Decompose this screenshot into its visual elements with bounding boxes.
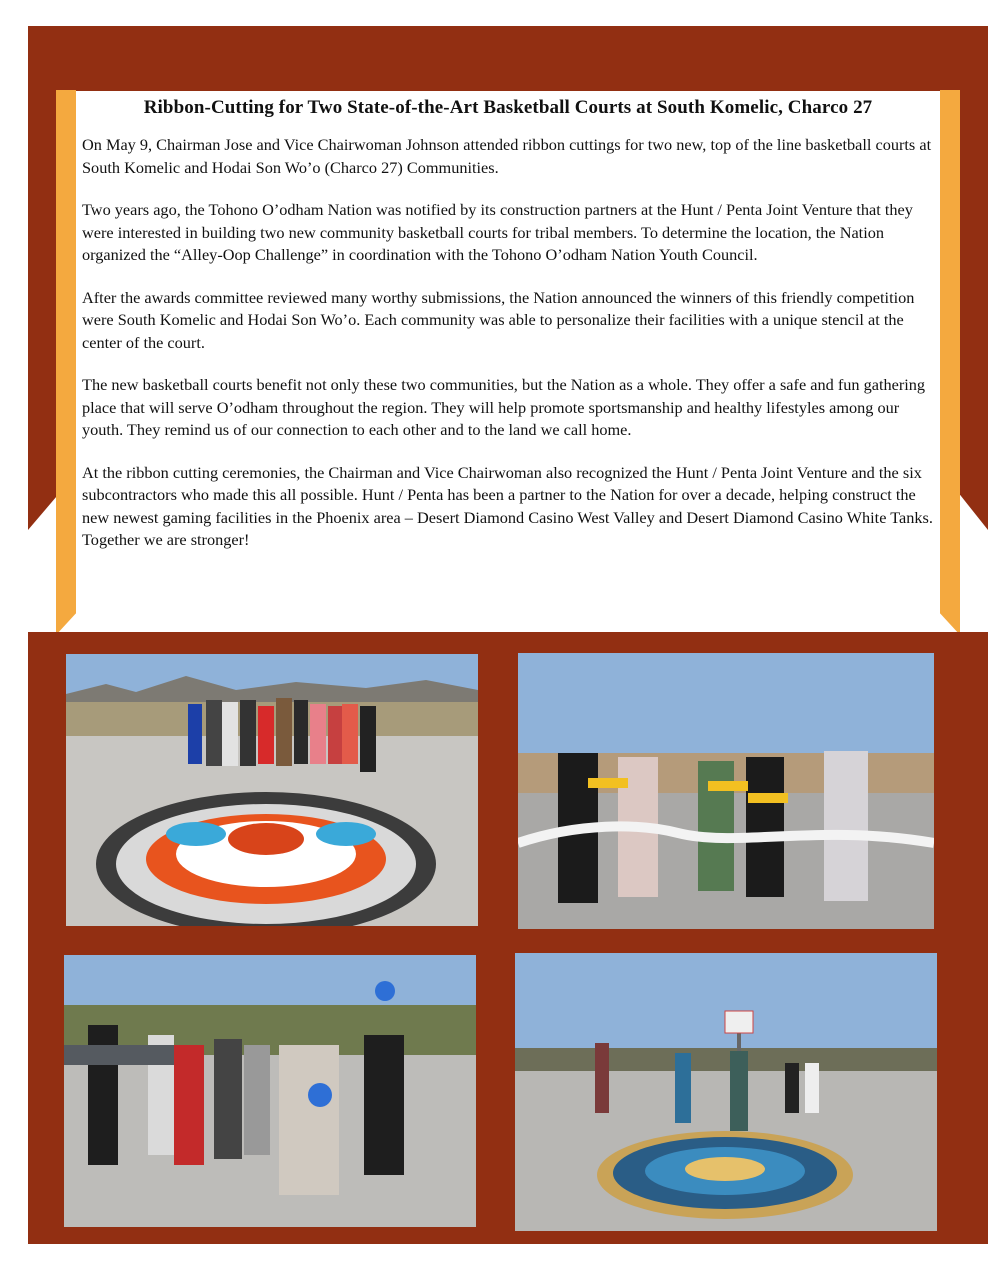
court-logo-photo-image	[515, 953, 937, 1231]
ribbon-left	[56, 90, 76, 635]
top-banner	[28, 26, 988, 91]
article-headline: Ribbon-Cutting for Two State-of-the-Art Basketball Courts at South Komelic, Charco 27	[143, 97, 873, 118]
ribbon-cutting-photo-image	[518, 653, 934, 929]
article-paragraph-1: On May 9, Chairman Jose and Vice Chairwoman Johnson attended ribbon cuttings for two new, top of the line basketball courts at South Komelic and Hodai Son Wo’o (Charco 27) Communities.	[82, 135, 932, 177]
article-paragraph-5: At the ribbon cutting ceremonies, the Chairman and Vice Chairwoman also recognized the Hunt / Penta Joint Venture and the six subcontractors who made this all possible. Hunt / Penta has been a partner to the Nation for over a decade, helping construct the new newest gaming facilities in the Phoenix area – Desert Diamond Casino West Valley and Desert Diamond Casino White Tanks. Together we are stronger!	[82, 462, 933, 549]
article	[82, 96, 934, 572]
banner-fold-right	[960, 90, 988, 530]
ribbon-right	[940, 90, 960, 635]
article-paragraph-4: The new basketball courts benefit not only these two communities, but the Nation as a whole. They offer a safe and fun gathering place that will serve O’odham throughout the region. They will help promote sportsmanship and healthy lifestyles among our youth. They remind us of our connection to each other and to the land we call home.	[82, 375, 926, 439]
basketball-play-photo-image	[64, 955, 476, 1227]
banner-fold-left	[28, 90, 58, 530]
article-paragraph-3: After the awards committee reviewed many worthy submissions, the Nation announced the winners of this friendly competition were South Komelic and Hodai Son Wo’o. Each community was able to personalize their facilities with a unique stencil at the center of the court.	[82, 287, 915, 352]
article-paragraph-2: Two years ago, the Tohono O’odham Nation was notified by its construction partners at the Hunt / Penta Joint Venture that they were interested in building two new community basketball courts for tribal members. To determine the location, the Nation organized the “Alley-Oop Challenge” in coordination with the Tohono O’odham Nation Youth Council.	[82, 200, 913, 264]
group-photo-image	[66, 654, 478, 926]
